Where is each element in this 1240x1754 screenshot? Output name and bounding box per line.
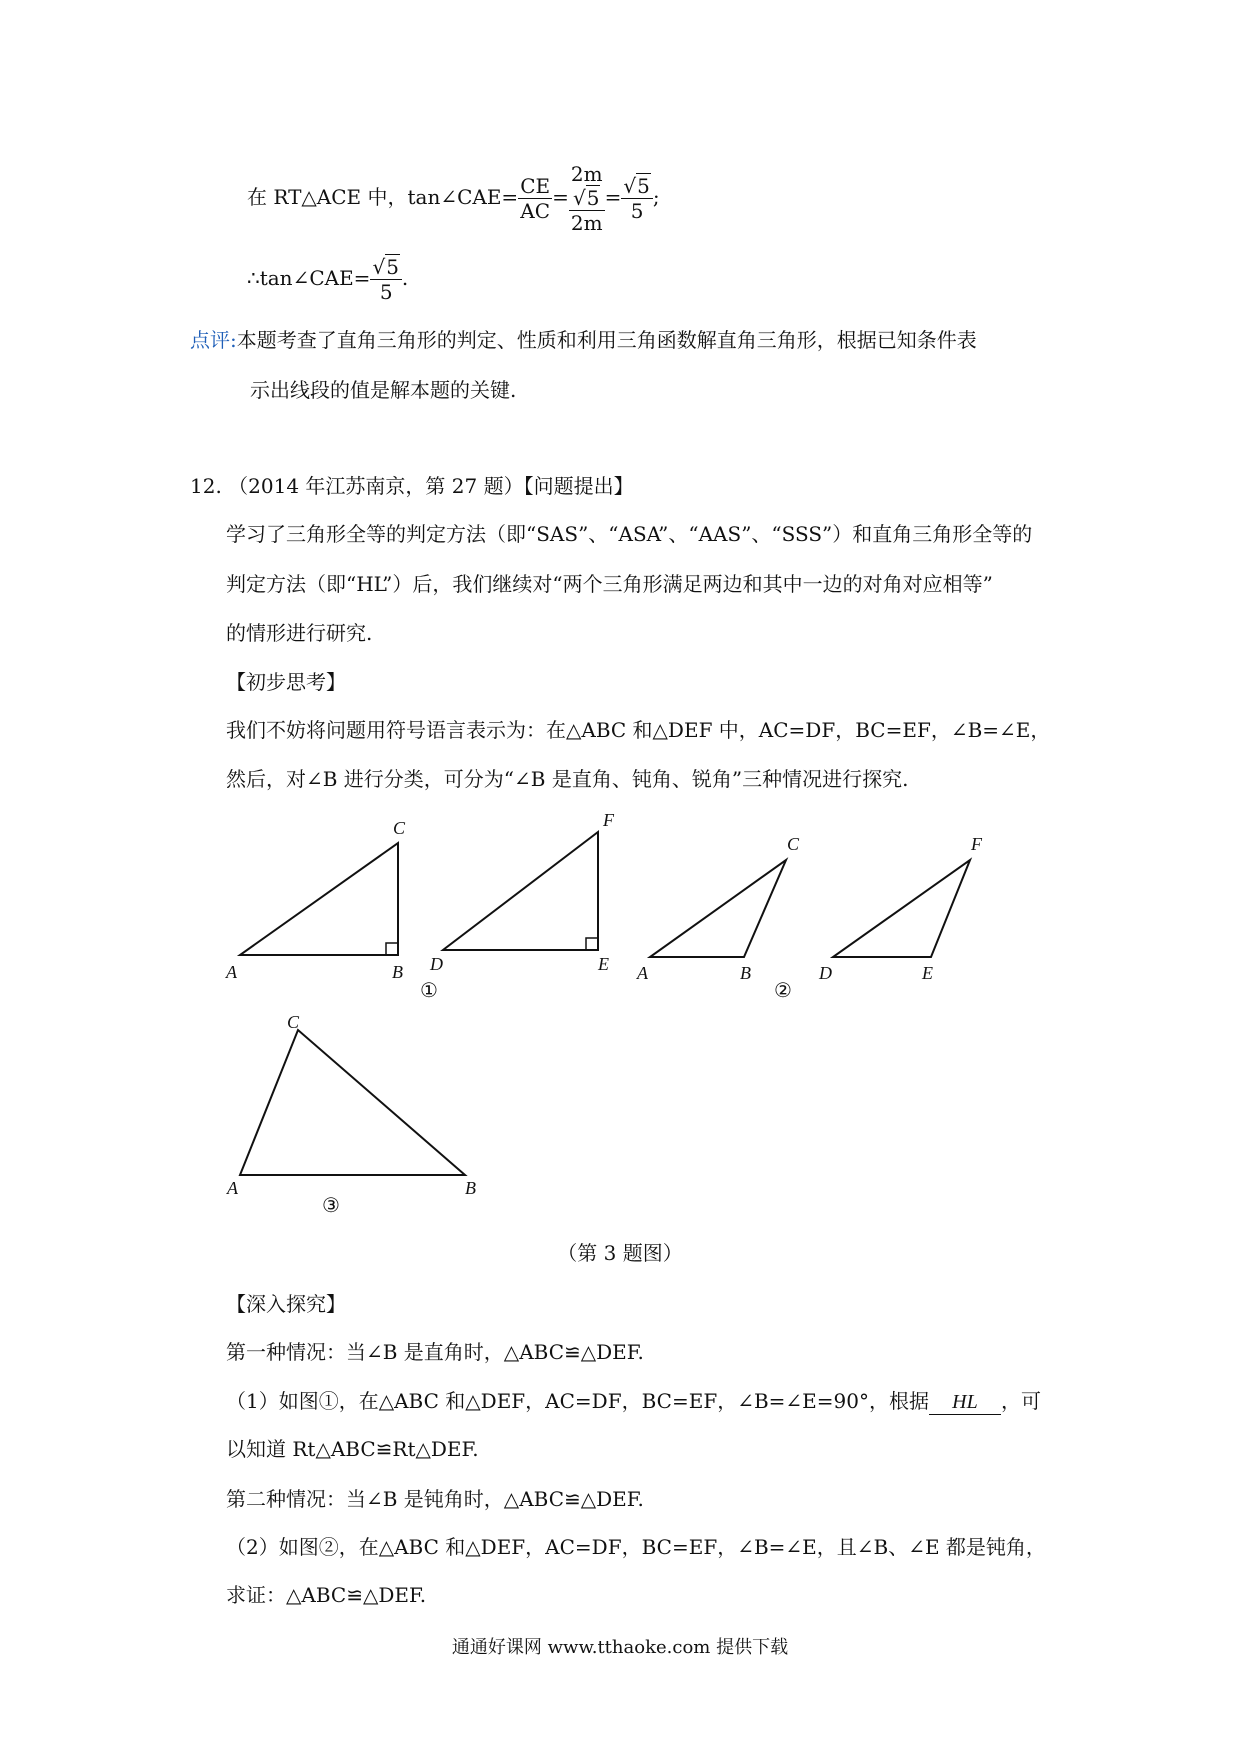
fraction-ce-ac: $\frac{CE}{AC}$ xyxy=(520,174,551,223)
right-angle-mark xyxy=(386,943,398,955)
vertex-label-d: D xyxy=(819,963,832,983)
vertex-label-c: C xyxy=(787,834,800,854)
formula-line-2: ∴tan∠CAE= $\frac{√5}{5}$ . xyxy=(247,255,409,304)
problem-heading: 12. （2014 年江苏南京，第 27 题）【问题提出】 xyxy=(190,474,634,498)
paragraph: 的情形进行研究. xyxy=(226,621,373,645)
triangle-def-obtuse xyxy=(833,860,970,957)
vertex-label-e: E xyxy=(598,954,609,974)
vertex-label-a: A xyxy=(637,963,648,983)
right-angle-mark xyxy=(586,938,598,950)
vertex-label-b: B xyxy=(740,963,751,983)
vertex-label-c: C xyxy=(287,1012,300,1032)
fraction-sqrt5-over-5: $\frac{√5}{5}$ xyxy=(621,174,652,223)
paragraph: 学习了三角形全等的判定方法（即“SAS”、“ASA”、“AAS”、“SSS”）和直角三角形全等的 xyxy=(226,522,1033,546)
paragraph: 以知道 Rt△ABC≌Rt△DEF. xyxy=(226,1437,479,1461)
comment-line-1: 点评:本题考查了直角三角形的判定、性质和利用三角函数解直角三角形，根据已知条件表 xyxy=(190,328,977,352)
triangle-def-right xyxy=(443,832,598,950)
triangle-figures xyxy=(0,800,1240,1220)
paragraph: 第二种情况：当∠B 是钝角时，△ABC≌△DEF. xyxy=(226,1487,644,1511)
paragraph: 我们不妨将问题用符号语言表示为：在△ABC 和△DEF 中，AC=DF，BC=EF，∠B=∠E， xyxy=(226,718,1051,742)
question-1-line-1: （1）如图①，在△ABC 和△DEF，AC=DF，BC=EF，∠B=∠E=90°，根据 HL ，可 xyxy=(226,1389,1041,1413)
fraction-sqrt5-over-5-result: $\frac{√5}{5}$ xyxy=(370,255,401,304)
triangle-abc-right xyxy=(240,843,398,955)
answer-blank-hl: HL xyxy=(929,1390,1001,1415)
figure-mark-3: ③ xyxy=(322,1195,340,1217)
paragraph: 第一种情况：当∠B 是直角时，△ABC≌△DEF. xyxy=(226,1340,644,1364)
formula-prefix: 在 RT△ACE 中，tan∠CAE= xyxy=(247,185,519,209)
paragraph: 求证：△ABC≌△DEF. xyxy=(226,1583,427,1607)
paragraph: 判定方法（即“HL”）后，我们继续对“两个三角形满足两边和其中一边的对角对应相等” xyxy=(226,572,993,596)
vertex-label-b: B xyxy=(392,962,403,982)
vertex-label-d: D xyxy=(430,954,443,974)
triangle-abc-acute xyxy=(240,1030,465,1175)
comment-line-2: 示出线段的值是解本题的关键. xyxy=(250,378,517,402)
figure-caption: （第 3 题图） xyxy=(557,1241,683,1265)
vertex-label-b: B xyxy=(465,1178,476,1198)
vertex-label-a: A xyxy=(227,1178,238,1198)
paragraph: 然后，对∠B 进行分类，可分为“∠B 是直角、钝角、锐角”三种情况进行探究. xyxy=(226,767,909,791)
fraction-2m-sqrt5-over-2m: 2m √5 2m xyxy=(570,162,603,235)
triangle-abc-obtuse xyxy=(650,860,786,957)
vertex-label-f: F xyxy=(971,834,982,854)
vertex-label-c: C xyxy=(393,818,406,838)
paragraph: （2）如图②，在△ABC 和△DEF，AC=DF，BC=EF，∠B=∠E，且∠B、∠E 都是钝角， xyxy=(226,1535,1046,1559)
page-footer: 通通好课网 www.tthaoke.com 提供下载 xyxy=(451,1637,789,1658)
vertex-label-a: A xyxy=(226,962,237,982)
vertex-label-e: E xyxy=(922,963,933,983)
vertex-label-f: F xyxy=(603,810,614,830)
figure-mark-1: ① xyxy=(420,980,438,1002)
figure-mark-2: ② xyxy=(774,980,792,1002)
section-heading: 【深入探究】 xyxy=(226,1292,346,1316)
formula-line-1: 在 RT△ACE 中，tan∠CAE= $\frac{CE}{AC}$ = 2m √5 2m = $\frac{√5}{5}$ ; xyxy=(247,162,660,235)
comment-label: 点评: xyxy=(190,328,237,352)
section-heading: 【初步思考】 xyxy=(226,670,346,694)
